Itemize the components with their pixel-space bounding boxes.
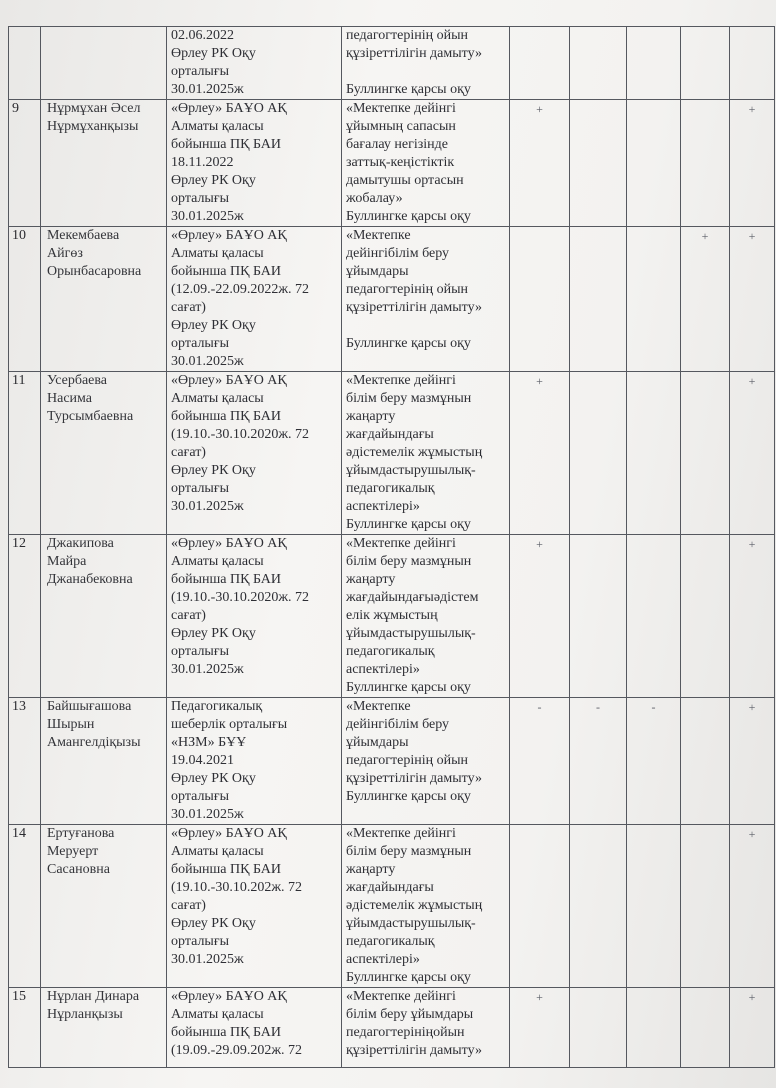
mark-cell: + — [730, 698, 775, 825]
row-number — [9, 27, 41, 100]
mark-cell — [681, 27, 730, 100]
teacher-name: Мекембаева Айгөз Орынбасаровна — [41, 227, 167, 372]
course-info: «Өрлеу» БАҰО АҚ Алматы қаласы бойынша ПҚ БАИ (19.10.-30.10.202ж. 72 сағат) Өрлеу РК Оқу орталығы 30.01.2025ж — [167, 825, 342, 988]
table-row — [9, 27, 775, 100]
mark-cell: + — [730, 100, 775, 227]
course-info: «Өрлеу» БАҰО АҚ Алматы қаласы бойынша ПҚ БАИ 18.11.2022 Өрлеу РК Оқу орталығы 30.01.2025ж — [167, 100, 342, 227]
mark-cell: + — [510, 535, 570, 698]
mark-cell — [627, 825, 681, 988]
mark-cell: + — [510, 988, 570, 1068]
row-number: 14 — [9, 825, 41, 988]
course-info: «Өрлеу» БАҰО АҚ Алматы қаласы бойынша ПҚ БАИ (12.09.-22.09.2022ж. 72 сағат) Өрлеу РК Оқу орталығы 30.01.2025ж — [167, 227, 342, 372]
mark-cell — [570, 100, 627, 227]
teachers-qualification-table — [8, 26, 775, 1068]
mark-cell: - — [570, 698, 627, 825]
mark-cell: + — [681, 227, 730, 372]
course-topic: «Мектепке дейінгібілім беру ұйымдары педагогтерінің ойын құзіреттілігін дамыту» Буллингке қарсы оқу — [342, 698, 510, 825]
table-row — [9, 100, 775, 227]
mark-cell — [510, 825, 570, 988]
mark-cell: + — [730, 227, 775, 372]
teacher-name: Байшығашова Шырын Амангелдіқызы — [41, 698, 167, 825]
teacher-name: Усербаева Насима Турсымбаевна — [41, 372, 167, 535]
mark-cell — [627, 988, 681, 1068]
mark-cell — [570, 825, 627, 988]
course-topic: «Мектепке дейінгі білім беру мазмұнын жаңарту жағдайындағы әдістемелік жұмыстың ұйымдастырушылық- педагогикалық аспектілері» Буллингке қарсы оқу — [342, 372, 510, 535]
row-number: 13 — [9, 698, 41, 825]
row-number: 15 — [9, 988, 41, 1068]
mark-cell: + — [730, 825, 775, 988]
row-number: 9 — [9, 100, 41, 227]
mark-cell — [681, 698, 730, 825]
table-row — [9, 372, 775, 535]
course-info: 02.06.2022 Өрлеу РК Оқу орталығы 30.01.2025ж — [167, 27, 342, 100]
mark-cell: + — [730, 535, 775, 698]
mark-cell — [681, 372, 730, 535]
course-topic: педагогтерінің ойын құзіреттілігін дамыту» Буллингке қарсы оқу — [342, 27, 510, 100]
mark-cell: - — [510, 698, 570, 825]
mark-cell — [510, 227, 570, 372]
mark-cell — [570, 988, 627, 1068]
course-info: «Өрлеу» БАҰО АҚ Алматы қаласы бойынша ПҚ БАИ (19.10.-30.10.2020ж. 72 сағат) Өрлеу РК Оқу орталығы 30.01.2025ж — [167, 535, 342, 698]
teacher-name: Нұрмұхан Әсел Нұрмұханқызы — [41, 100, 167, 227]
teacher-name — [41, 27, 167, 100]
mark-cell — [681, 825, 730, 988]
mark-cell — [570, 27, 627, 100]
mark-cell — [627, 27, 681, 100]
mark-cell — [730, 27, 775, 100]
course-topic: «Мектепке дейінгі білім беру мазмұнын жаңарту жағдайындағы әдістемелік жұмыстың ұйымдастырушылық- педагогикалық аспектілері» Буллингке қарсы оқу — [342, 825, 510, 988]
course-info: «Өрлеу» БАҰО АҚ Алматы қаласы бойынша ПҚ БАИ (19.10.-30.10.2020ж. 72 сағат) Өрлеу РК Оқу орталығы 30.01.2025ж — [167, 372, 342, 535]
row-number: 12 — [9, 535, 41, 698]
mark-cell — [681, 535, 730, 698]
mark-cell — [510, 27, 570, 100]
mark-cell — [627, 372, 681, 535]
course-topic: «Мектепке дейінгі білім беру ұйымдары педагогтерініңойын құзіреттілігін дамыту» — [342, 988, 510, 1068]
row-number: 11 — [9, 372, 41, 535]
mark-cell — [627, 227, 681, 372]
teacher-name: Джакипова Майра Джанабековна — [41, 535, 167, 698]
mark-cell: - — [627, 698, 681, 825]
mark-cell — [570, 535, 627, 698]
course-topic: «Мектепке дейінгі ұйымның сапасын бағалау негізінде заттық-кеңістіктік дамытушы ортасын жобалау» Буллингке қарсы оқу — [342, 100, 510, 227]
table-row — [9, 825, 775, 988]
mark-cell: + — [510, 100, 570, 227]
mark-cell — [627, 535, 681, 698]
table-row — [9, 227, 775, 372]
course-info: Педагогикалық шеберлік орталығы «НЗМ» БҰҰ 19.04.2021 Өрлеу РК Оқу орталығы 30.01.2025ж — [167, 698, 342, 825]
teacher-name: Ертуғанова Меруерт Сасановна — [41, 825, 167, 988]
mark-cell: + — [730, 372, 775, 535]
teacher-name: Нұрлан Динара Нұрланқызы — [41, 988, 167, 1068]
mark-cell — [570, 227, 627, 372]
course-topic: «Мектепке дейінгібілім беру ұйымдары педагогтерінің ойын құзіреттілігін дамыту» Буллингке қарсы оқу — [342, 227, 510, 372]
mark-cell — [627, 100, 681, 227]
course-info: «Өрлеу» БАҰО АҚ Алматы қаласы бойынша ПҚ БАИ (19.09.-29.09.202ж. 72 — [167, 988, 342, 1068]
mark-cell — [681, 988, 730, 1068]
table-row — [9, 698, 775, 825]
row-number: 10 — [9, 227, 41, 372]
mark-cell: + — [730, 988, 775, 1068]
mark-cell — [570, 372, 627, 535]
mark-cell: + — [510, 372, 570, 535]
table-row — [9, 535, 775, 698]
mark-cell — [681, 100, 730, 227]
course-topic: «Мектепке дейінгі білім беру мазмұнын жаңарту жағдайындағыәдістем елік жұмыстың ұйымдастырушылық- педагогикалық аспектілері» Буллингке қарсы оқу — [342, 535, 510, 698]
table-row — [9, 988, 775, 1068]
